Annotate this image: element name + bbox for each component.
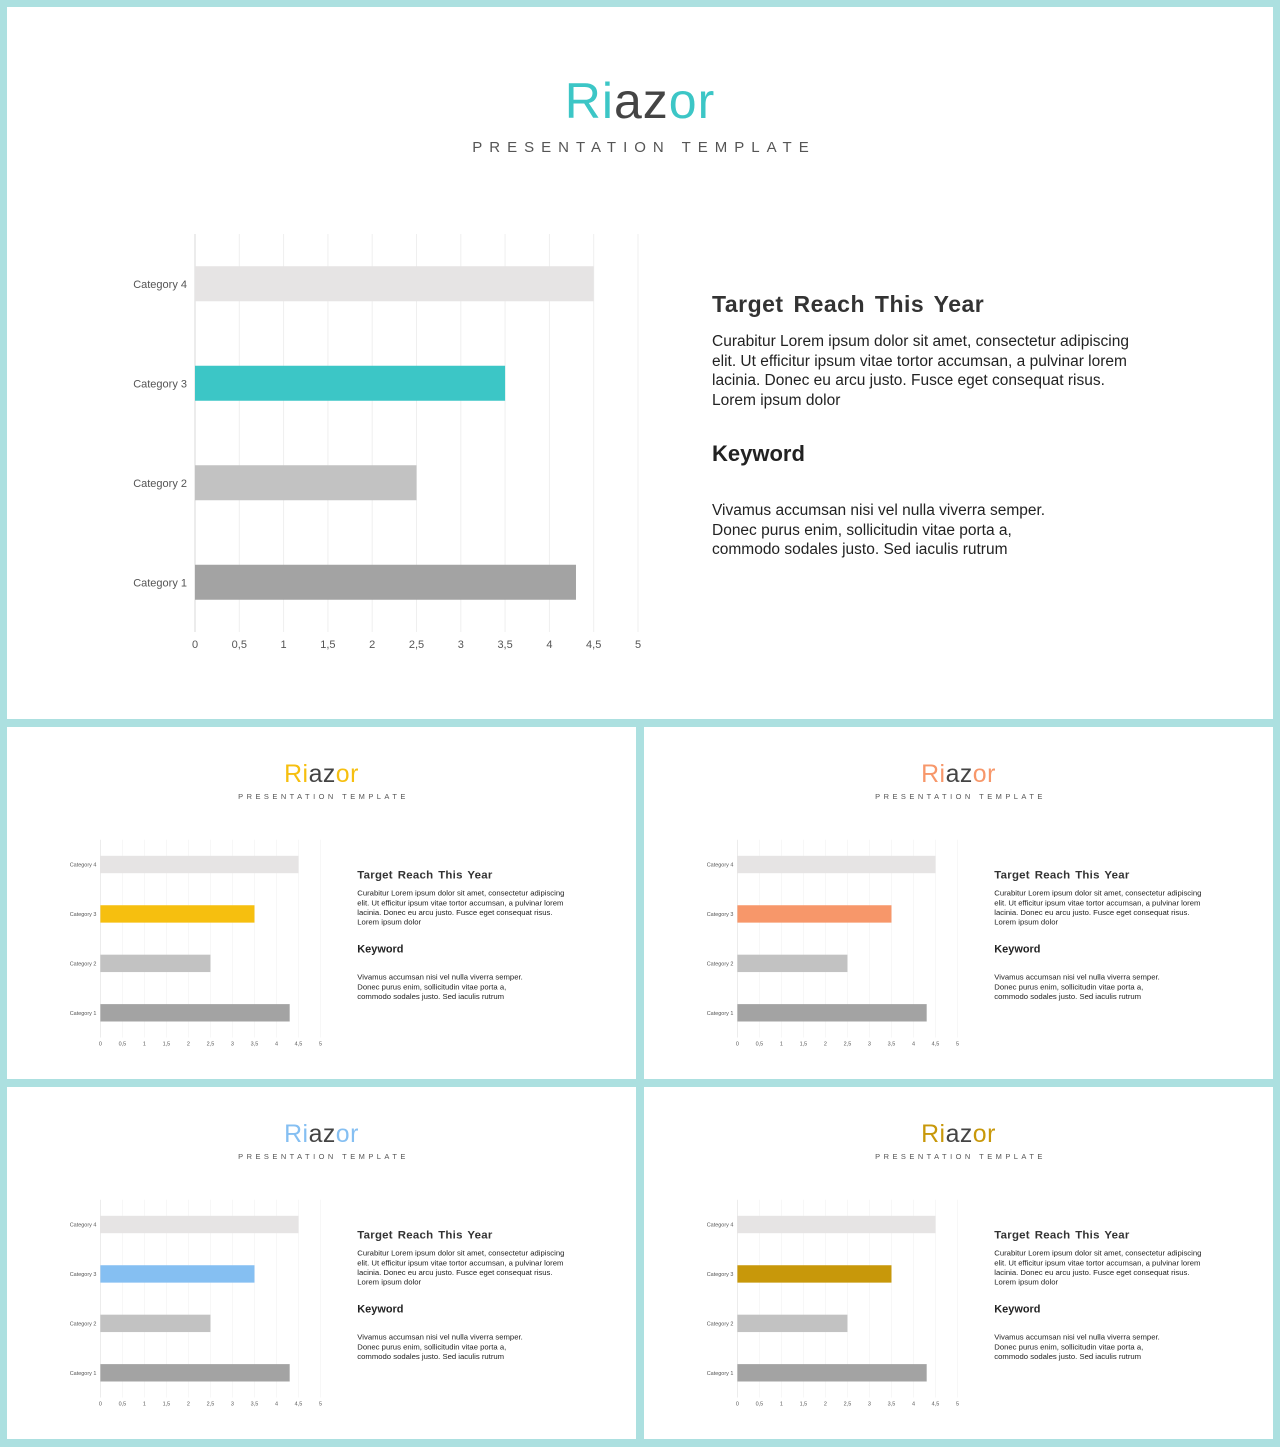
keyword-heading: Keyword <box>994 1302 1041 1316</box>
x-tick-label: 5 <box>955 1041 960 1048</box>
brand-part-accent-1: Ri <box>284 1119 309 1148</box>
category-label: Category 1 <box>706 1370 734 1377</box>
x-tick-label: 1,5 <box>320 639 336 651</box>
category-label: Category 4 <box>133 278 187 291</box>
x-tick-label: 2 <box>823 1041 827 1048</box>
x-tick-label: 0 <box>98 1401 102 1408</box>
brand-logo <box>7 758 636 790</box>
x-tick-label: 3 <box>230 1401 234 1408</box>
text-block <box>357 1227 576 1361</box>
x-tick-label: 5 <box>634 639 642 651</box>
x-tick-label: 1,5 <box>799 1401 808 1408</box>
category-label: Category 3 <box>133 378 187 391</box>
slide-content <box>7 1087 636 1439</box>
x-tick-label: 3,5 <box>887 1401 896 1408</box>
bar-chart <box>689 1194 967 1413</box>
brand-part-accent-2: or <box>335 759 359 788</box>
category-label: Category 3 <box>706 1271 734 1278</box>
section-heading: Target Reach This Year <box>357 868 493 882</box>
text-block <box>712 289 1152 560</box>
x-tick-label: 3,5 <box>887 1041 896 1048</box>
x-tick-label: 3 <box>230 1041 234 1048</box>
x-tick-label: 4,5 <box>294 1041 303 1048</box>
text-block <box>994 1227 1213 1361</box>
x-tick-label: 0,5 <box>118 1401 127 1408</box>
brand-part-accent-2: or <box>972 759 996 788</box>
text-block <box>357 867 576 1001</box>
brand-part-accent-1: Ri <box>284 759 309 788</box>
x-tick-label: 1 <box>779 1401 783 1408</box>
x-tick-label: 0 <box>191 639 199 651</box>
x-tick-label: 3 <box>867 1401 871 1408</box>
brand-subtitle: PRESENTATION TEMPLATE <box>875 792 1046 802</box>
x-tick-label: 4,5 <box>586 639 602 651</box>
bar-category-2 <box>737 1315 847 1332</box>
keyword-heading: Keyword <box>994 942 1041 956</box>
brand-part-accent-2: or <box>668 73 716 129</box>
brand-subtitle: PRESENTATION TEMPLATE <box>875 1152 1046 1162</box>
bar-category-4 <box>100 856 298 873</box>
category-label: Category 3 <box>69 911 97 918</box>
brand-part-accent-2: or <box>972 1119 996 1148</box>
section-heading: Target Reach This Year <box>994 868 1130 882</box>
brand-part-accent-1: Ri <box>921 1119 946 1148</box>
category-label: Category 3 <box>69 1271 97 1278</box>
body-paragraph-2: Vivamus accumsan nisi vel nulla viverra semper. Donec purus enim, sollicitudin vitae porta a, commodo sodales justo. Sed iaculis rutrum <box>994 1332 1160 1361</box>
x-tick-label: 0 <box>735 1401 739 1408</box>
bar-category-2 <box>737 955 847 972</box>
x-tick-label: 4,5 <box>294 1401 303 1408</box>
x-tick-label: 3,5 <box>497 639 513 651</box>
x-tick-label: 0 <box>735 1041 739 1048</box>
category-label: Category 2 <box>706 961 734 968</box>
x-tick-label: 2 <box>823 1401 827 1408</box>
brand-part-dark: az <box>308 1119 336 1148</box>
keyword-heading: Keyword <box>712 441 805 466</box>
x-tick-label: 4 <box>274 1401 279 1408</box>
bar-category-3 <box>737 1265 891 1282</box>
category-label: Category 4 <box>69 862 97 869</box>
slide-main <box>7 7 1273 719</box>
category-label: Category 2 <box>69 1321 97 1328</box>
body-paragraph-1: Curabitur Lorem ipsum dolor sit amet, consectetur adipiscing elit. Ut efficitur ipsum vitae tortor accumsan, a pulvinar lorem lacinia. Donec eu arcu justo. Fusce eget consequat risus. Lorem ipsum dolor <box>357 1248 565 1287</box>
category-label: Category 4 <box>706 1222 734 1229</box>
x-tick-label: 0 <box>98 1041 102 1048</box>
category-label: Category 4 <box>706 862 734 869</box>
bar-category-2 <box>100 1315 210 1332</box>
x-tick-label: 3,5 <box>250 1041 259 1048</box>
brand-logo <box>644 758 1273 790</box>
x-tick-label: 2 <box>369 639 376 651</box>
x-tick-label: 1 <box>779 1041 783 1048</box>
x-tick-label: 0,5 <box>755 1041 764 1048</box>
slide-blue <box>7 1087 636 1439</box>
x-tick-label: 2 <box>186 1041 190 1048</box>
body-paragraph-2: Vivamus accumsan nisi vel nulla viverra semper. Donec purus enim, sollicitudin vitae porta a, commodo sodales justo. Sed iaculis rutrum <box>357 972 523 1001</box>
body-paragraph-1: Curabitur Lorem ipsum dolor sit amet, consectetur adipiscing elit. Ut efficitur ipsum vitae tortor accumsan, a pulvinar lorem lacinia. Donec eu arcu justo. Fusce eget consequat risus. Lorem ipsum dolor <box>994 1248 1202 1287</box>
brand-logo <box>7 1118 636 1150</box>
brand-logo <box>644 1118 1273 1150</box>
bar-category-1 <box>195 565 576 600</box>
category-label: Category 1 <box>133 577 187 590</box>
slide-yellow <box>7 727 636 1079</box>
x-tick-label: 4 <box>274 1041 279 1048</box>
x-tick-label: 5 <box>318 1041 323 1048</box>
brand-part-dark: az <box>308 759 336 788</box>
brand-part-accent-2: or <box>335 1119 359 1148</box>
bar-chart <box>52 834 330 1053</box>
category-label: Category 4 <box>69 1222 97 1229</box>
x-tick-label: 4,5 <box>931 1401 940 1408</box>
x-tick-label: 5 <box>318 1401 323 1408</box>
section-heading: Target Reach This Year <box>994 1228 1130 1242</box>
bar-category-1 <box>737 1004 926 1021</box>
body-paragraph-2: Vivamus accumsan nisi vel nulla viverra semper. Donec purus enim, sollicitudin vitae porta a, commodo sodales justo. Sed iaculis rutrum <box>357 1332 523 1361</box>
brand-part-dark: az <box>945 1119 973 1148</box>
brand-part-accent-1: Ri <box>921 759 946 788</box>
bar-category-2 <box>195 465 417 500</box>
brand-subtitle: PRESENTATION TEMPLATE <box>472 139 816 156</box>
section-heading: Target Reach This Year <box>712 291 985 317</box>
bar-category-2 <box>100 955 210 972</box>
x-tick-label: 2,5 <box>206 1041 215 1048</box>
x-tick-label: 1 <box>280 639 287 651</box>
slide-content <box>644 1087 1273 1439</box>
bar-category-4 <box>737 1216 935 1233</box>
x-tick-label: 0,5 <box>231 639 247 651</box>
x-tick-label: 0,5 <box>755 1401 764 1408</box>
x-tick-label: 2,5 <box>843 1401 852 1408</box>
brand-subtitle: PRESENTATION TEMPLATE <box>238 792 409 802</box>
x-tick-label: 2,5 <box>206 1401 215 1408</box>
category-label: Category 2 <box>133 477 187 490</box>
brand-part-accent-1: Ri <box>564 73 614 129</box>
bar-category-3 <box>737 905 891 922</box>
keyword-heading: Keyword <box>357 1302 404 1316</box>
body-paragraph-2: Vivamus accumsan nisi vel nulla viverra semper. Donec purus enim, sollicitudin vitae porta a, commodo sodales justo. Sed iaculis rutrum <box>994 972 1160 1001</box>
x-tick-label: 0,5 <box>118 1041 127 1048</box>
slide-content <box>7 727 636 1079</box>
bar-category-4 <box>100 1216 298 1233</box>
category-label: Category 2 <box>706 1321 734 1328</box>
bar-category-1 <box>737 1364 926 1381</box>
body-paragraph-1: Curabitur Lorem ipsum dolor sit amet, consectetur adipiscing elit. Ut efficitur ipsum vitae tortor accumsan, a pulvinar lorem lacinia. Donec eu arcu justo. Fusce eget consequat risus. Lorem ipsum dolor <box>712 333 1129 409</box>
x-tick-label: 3 <box>867 1041 871 1048</box>
category-label: Category 2 <box>69 961 97 968</box>
x-tick-label: 3 <box>457 639 464 651</box>
body-paragraph-1: Curabitur Lorem ipsum dolor sit amet, consectetur adipiscing elit. Ut efficitur ipsum vitae tortor accumsan, a pulvinar lorem lacinia. Donec eu arcu justo. Fusce eget consequat risus. Lorem ipsum dolor <box>357 888 565 927</box>
x-tick-label: 5 <box>955 1401 960 1408</box>
bar-chart <box>52 1194 330 1413</box>
x-tick-label: 4 <box>911 1401 916 1408</box>
x-tick-label: 4,5 <box>931 1041 940 1048</box>
bar-category-1 <box>100 1364 289 1381</box>
category-label: Category 3 <box>706 911 734 918</box>
bar-category-4 <box>737 856 935 873</box>
bar-category-3 <box>100 1265 254 1282</box>
category-label: Category 1 <box>69 1370 97 1377</box>
keyword-heading: Keyword <box>357 942 404 956</box>
body-paragraph-2: Vivamus accumsan nisi vel nulla viverra semper. Donec purus enim, sollicitudin vitae porta a, commodo sodales justo. Sed iaculis rutrum <box>712 502 1046 558</box>
bar-chart <box>97 222 657 662</box>
bar-category-3 <box>100 905 254 922</box>
bar-category-1 <box>100 1004 289 1021</box>
x-tick-label: 1 <box>142 1041 146 1048</box>
x-tick-label: 2,5 <box>408 639 425 651</box>
body-paragraph-1: Curabitur Lorem ipsum dolor sit amet, consectetur adipiscing elit. Ut efficitur ipsum vitae tortor accumsan, a pulvinar lorem lacinia. Donec eu arcu justo. Fusce eget consequat risus. Lorem ipsum dolor <box>994 888 1202 927</box>
x-tick-label: 4 <box>546 639 553 651</box>
x-tick-label: 1,5 <box>162 1041 171 1048</box>
bar-category-3 <box>195 366 505 401</box>
x-tick-label: 1 <box>142 1401 146 1408</box>
brand-part-dark: az <box>945 759 973 788</box>
x-tick-label: 2 <box>186 1401 190 1408</box>
brand-logo <box>7 69 1273 133</box>
x-tick-label: 3,5 <box>250 1401 259 1408</box>
bar-chart <box>689 834 967 1053</box>
bar-category-4 <box>195 266 594 301</box>
slide-content <box>7 7 1273 719</box>
x-tick-label: 2,5 <box>843 1041 852 1048</box>
slide-content <box>644 727 1273 1079</box>
x-tick-label: 1,5 <box>162 1401 171 1408</box>
x-tick-label: 1,5 <box>799 1041 808 1048</box>
section-heading: Target Reach This Year <box>357 1228 493 1242</box>
brand-part-dark: az <box>613 73 669 129</box>
slide-gold <box>644 1087 1273 1439</box>
category-label: Category 1 <box>706 1010 734 1017</box>
text-block <box>994 867 1213 1001</box>
category-label: Category 1 <box>69 1010 97 1017</box>
slide-orange <box>644 727 1273 1079</box>
x-tick-label: 4 <box>911 1041 916 1048</box>
brand-subtitle: PRESENTATION TEMPLATE <box>238 1152 409 1162</box>
